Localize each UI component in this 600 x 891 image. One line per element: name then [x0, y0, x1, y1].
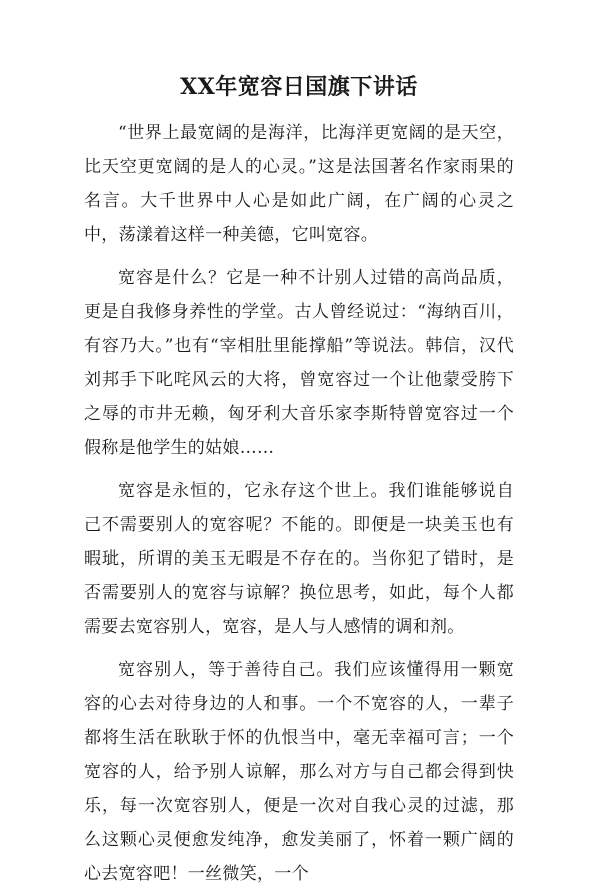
paragraph-4: 宽容别人，等于善待自己。我们应该懂得用一颗宽容的心去对待身边的人和事。一个不宽容的人，一辈子都将生活在耿耿于怀的仇恨当中，毫无幸福可言；一个宽容的人，给予别人谅解，那么对方与自己都会得到快乐，每一次宽容别人，便是一次对自我心灵的过滤，那么这颗心灵便愈发纯净，愈发美丽了，怀着一颗广阔的心去宽容吧！一丝微笑，一个: [84, 660, 514, 884]
paragraph-3: 宽容是永恒的，它永存这个世上。我们谁能够说自己不需要别人的宽容呢？不能的。即便是一块美玉也有暇玼，所谓的美玉无暇是不存在的。当你犯了错时，是否需要别人的宽容与谅解？换位思考，如此，每个人都需要去宽容别人，宽容，是人与人感情的调和剂。: [84, 481, 514, 637]
paragraph-2: 宽容是什么？它是一种不计别人过错的高尚品质，更是自我修身养性的学堂。古人曾经说过：“海纳百川，有容乃大。”也有“宰相肚里能撑船”等说法。韩信，汉代刘邦手下叱咤风云的大将，曾宽容过一个让他蒙受胯下之辱的市井无赖，匈牙利大音乐家李斯特曾宽容过一个假称是他学生的姑娘……: [84, 268, 514, 458]
paragraph-1: “世界上最宽阔的是海洋，比海洋更宽阔的是天空，比天空更宽阔的是人的心灵。”这是法国著名作家雨果的名言。大千世界中人心是如此广阔，在广阔的心灵之中，荡漾着这样一种美德，它叫宽容。: [84, 123, 514, 245]
document-title: XX年宽容日国旗下讲话: [180, 74, 418, 100]
